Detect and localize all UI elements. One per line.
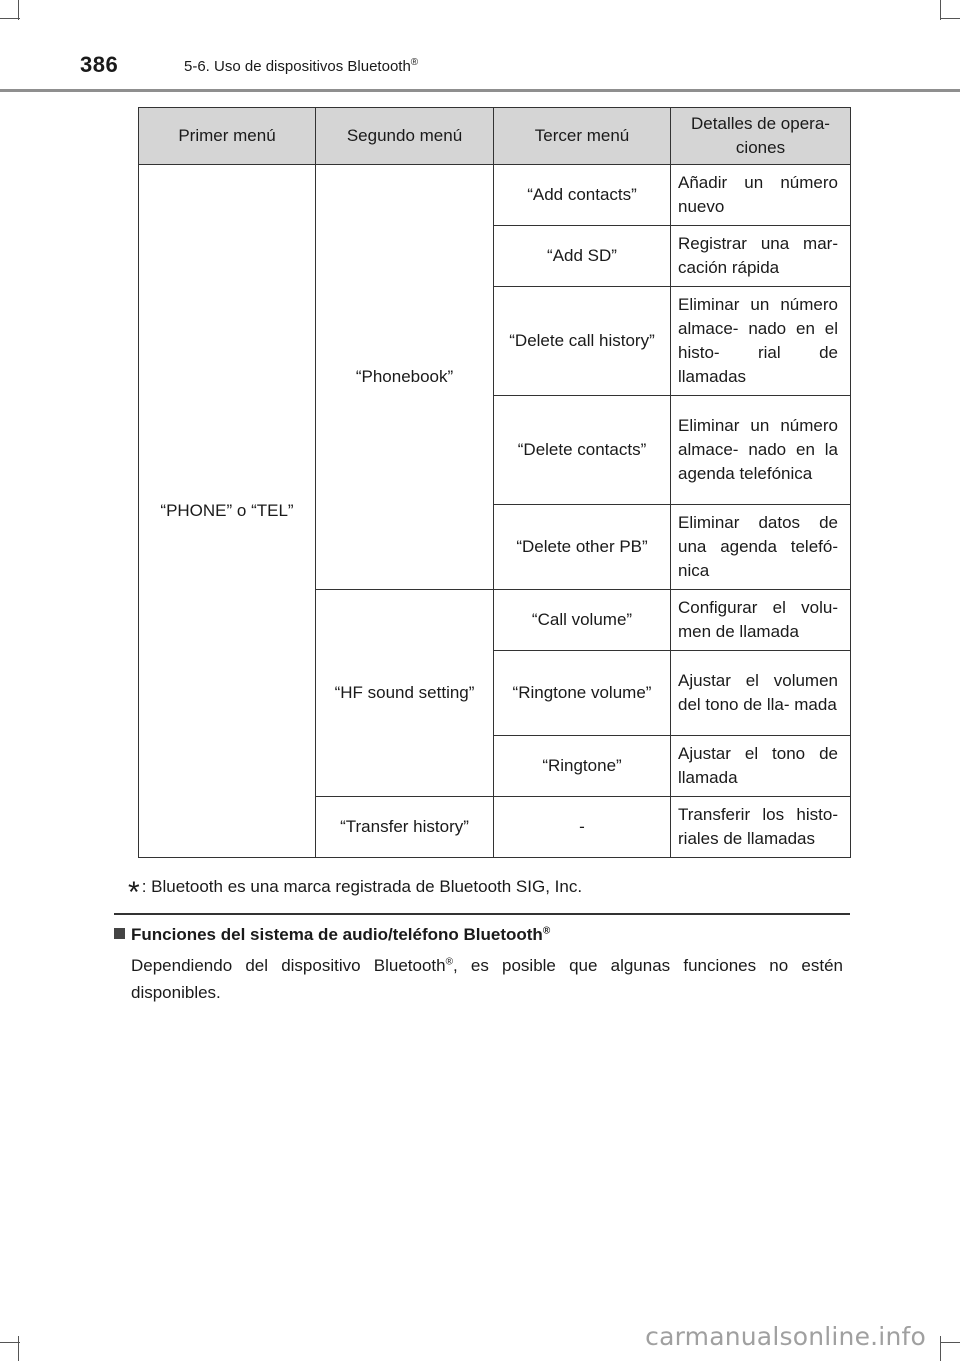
table-header-row: [139, 108, 851, 165]
second-menu-cell: “HF sound setting”: [316, 590, 494, 797]
note-heading-text: Funciones del sistema de audio/teléfono Bluetooth: [131, 925, 543, 944]
footnote-marker: *: [128, 876, 140, 909]
third-menu-cell: “Ringtone volume”: [494, 651, 671, 736]
details-cell: Eliminar un número almace- nado en el histo- rial de llamadas: [671, 287, 851, 396]
third-menu-cell: “Call volume”: [494, 590, 671, 651]
square-bullet-icon: [114, 928, 125, 939]
note-text-end: , es posible que algunas funciones no estén disponibles.: [131, 956, 843, 1002]
header-second-menu: Segundo menú: [316, 108, 494, 165]
second-menu-cell: “Transfer history”: [316, 797, 494, 858]
third-menu-cell: “Delete call history”: [494, 287, 671, 396]
note-paragraph: [131, 952, 843, 1006]
details-cell: Configurar el volu- men de llamada: [671, 590, 851, 651]
details-cell: Eliminar datos de una agenda telefó- nica: [671, 505, 851, 590]
third-menu-cell: “Delete other PB”: [494, 505, 671, 590]
details-cell: Eliminar un número almace- nado en la agenda telefónica: [671, 396, 851, 505]
details-cell: Registrar una mar- cación rápida: [671, 226, 851, 287]
header-third-menu: Tercer menú: [494, 108, 671, 165]
crop-mark: [940, 1336, 941, 1361]
table-row: [139, 165, 851, 226]
header-first-menu: Primer menú: [139, 108, 316, 165]
note-divider: [114, 913, 850, 915]
third-menu-cell: “Add contacts”: [494, 165, 671, 226]
section-title-text: 5-6. Uso de dispositivos Bluetooth: [184, 58, 411, 75]
registered-mark: ®: [410, 57, 419, 68]
header-operation-details: Detalles de opera- ciones: [671, 108, 851, 165]
third-menu-cell: “Add SD”: [494, 226, 671, 287]
first-menu-cell: “PHONE” o “TEL”: [139, 165, 316, 858]
details-cell: Añadir un número nuevo: [671, 165, 851, 226]
header-rule: [0, 89, 960, 92]
registered-mark: ®: [542, 925, 551, 937]
page-header: [0, 0, 960, 92]
details-cell: Ajustar el tono de llamada: [671, 736, 851, 797]
details-cell: Transferir los histo- riales de llamadas: [671, 797, 851, 858]
details-cell: Ajustar el volumen del tono de lla- mada: [671, 651, 851, 736]
registered-mark: ®: [445, 956, 453, 968]
menu-table: [138, 107, 851, 858]
note-text-start: Dependiendo del dispositivo Bluetooth: [131, 956, 446, 975]
third-menu-cell: -: [494, 797, 671, 858]
crop-mark: [940, 1342, 960, 1343]
third-menu-cell: “Delete contacts”: [494, 396, 671, 505]
third-menu-cell: “Ringtone”: [494, 736, 671, 797]
crop-mark: [18, 1336, 19, 1361]
footnote: [128, 866, 583, 909]
note-heading: [114, 925, 550, 945]
footnote-text: : Bluetooth es una marca registrada de Bluetooth SIG, Inc.: [141, 877, 583, 896]
second-menu-cell: “Phonebook”: [316, 165, 494, 590]
crop-mark: [0, 1342, 20, 1343]
section-title: [184, 58, 418, 75]
page-number: 386: [80, 52, 119, 77]
watermark: carmanualsonline.info: [645, 1322, 926, 1351]
